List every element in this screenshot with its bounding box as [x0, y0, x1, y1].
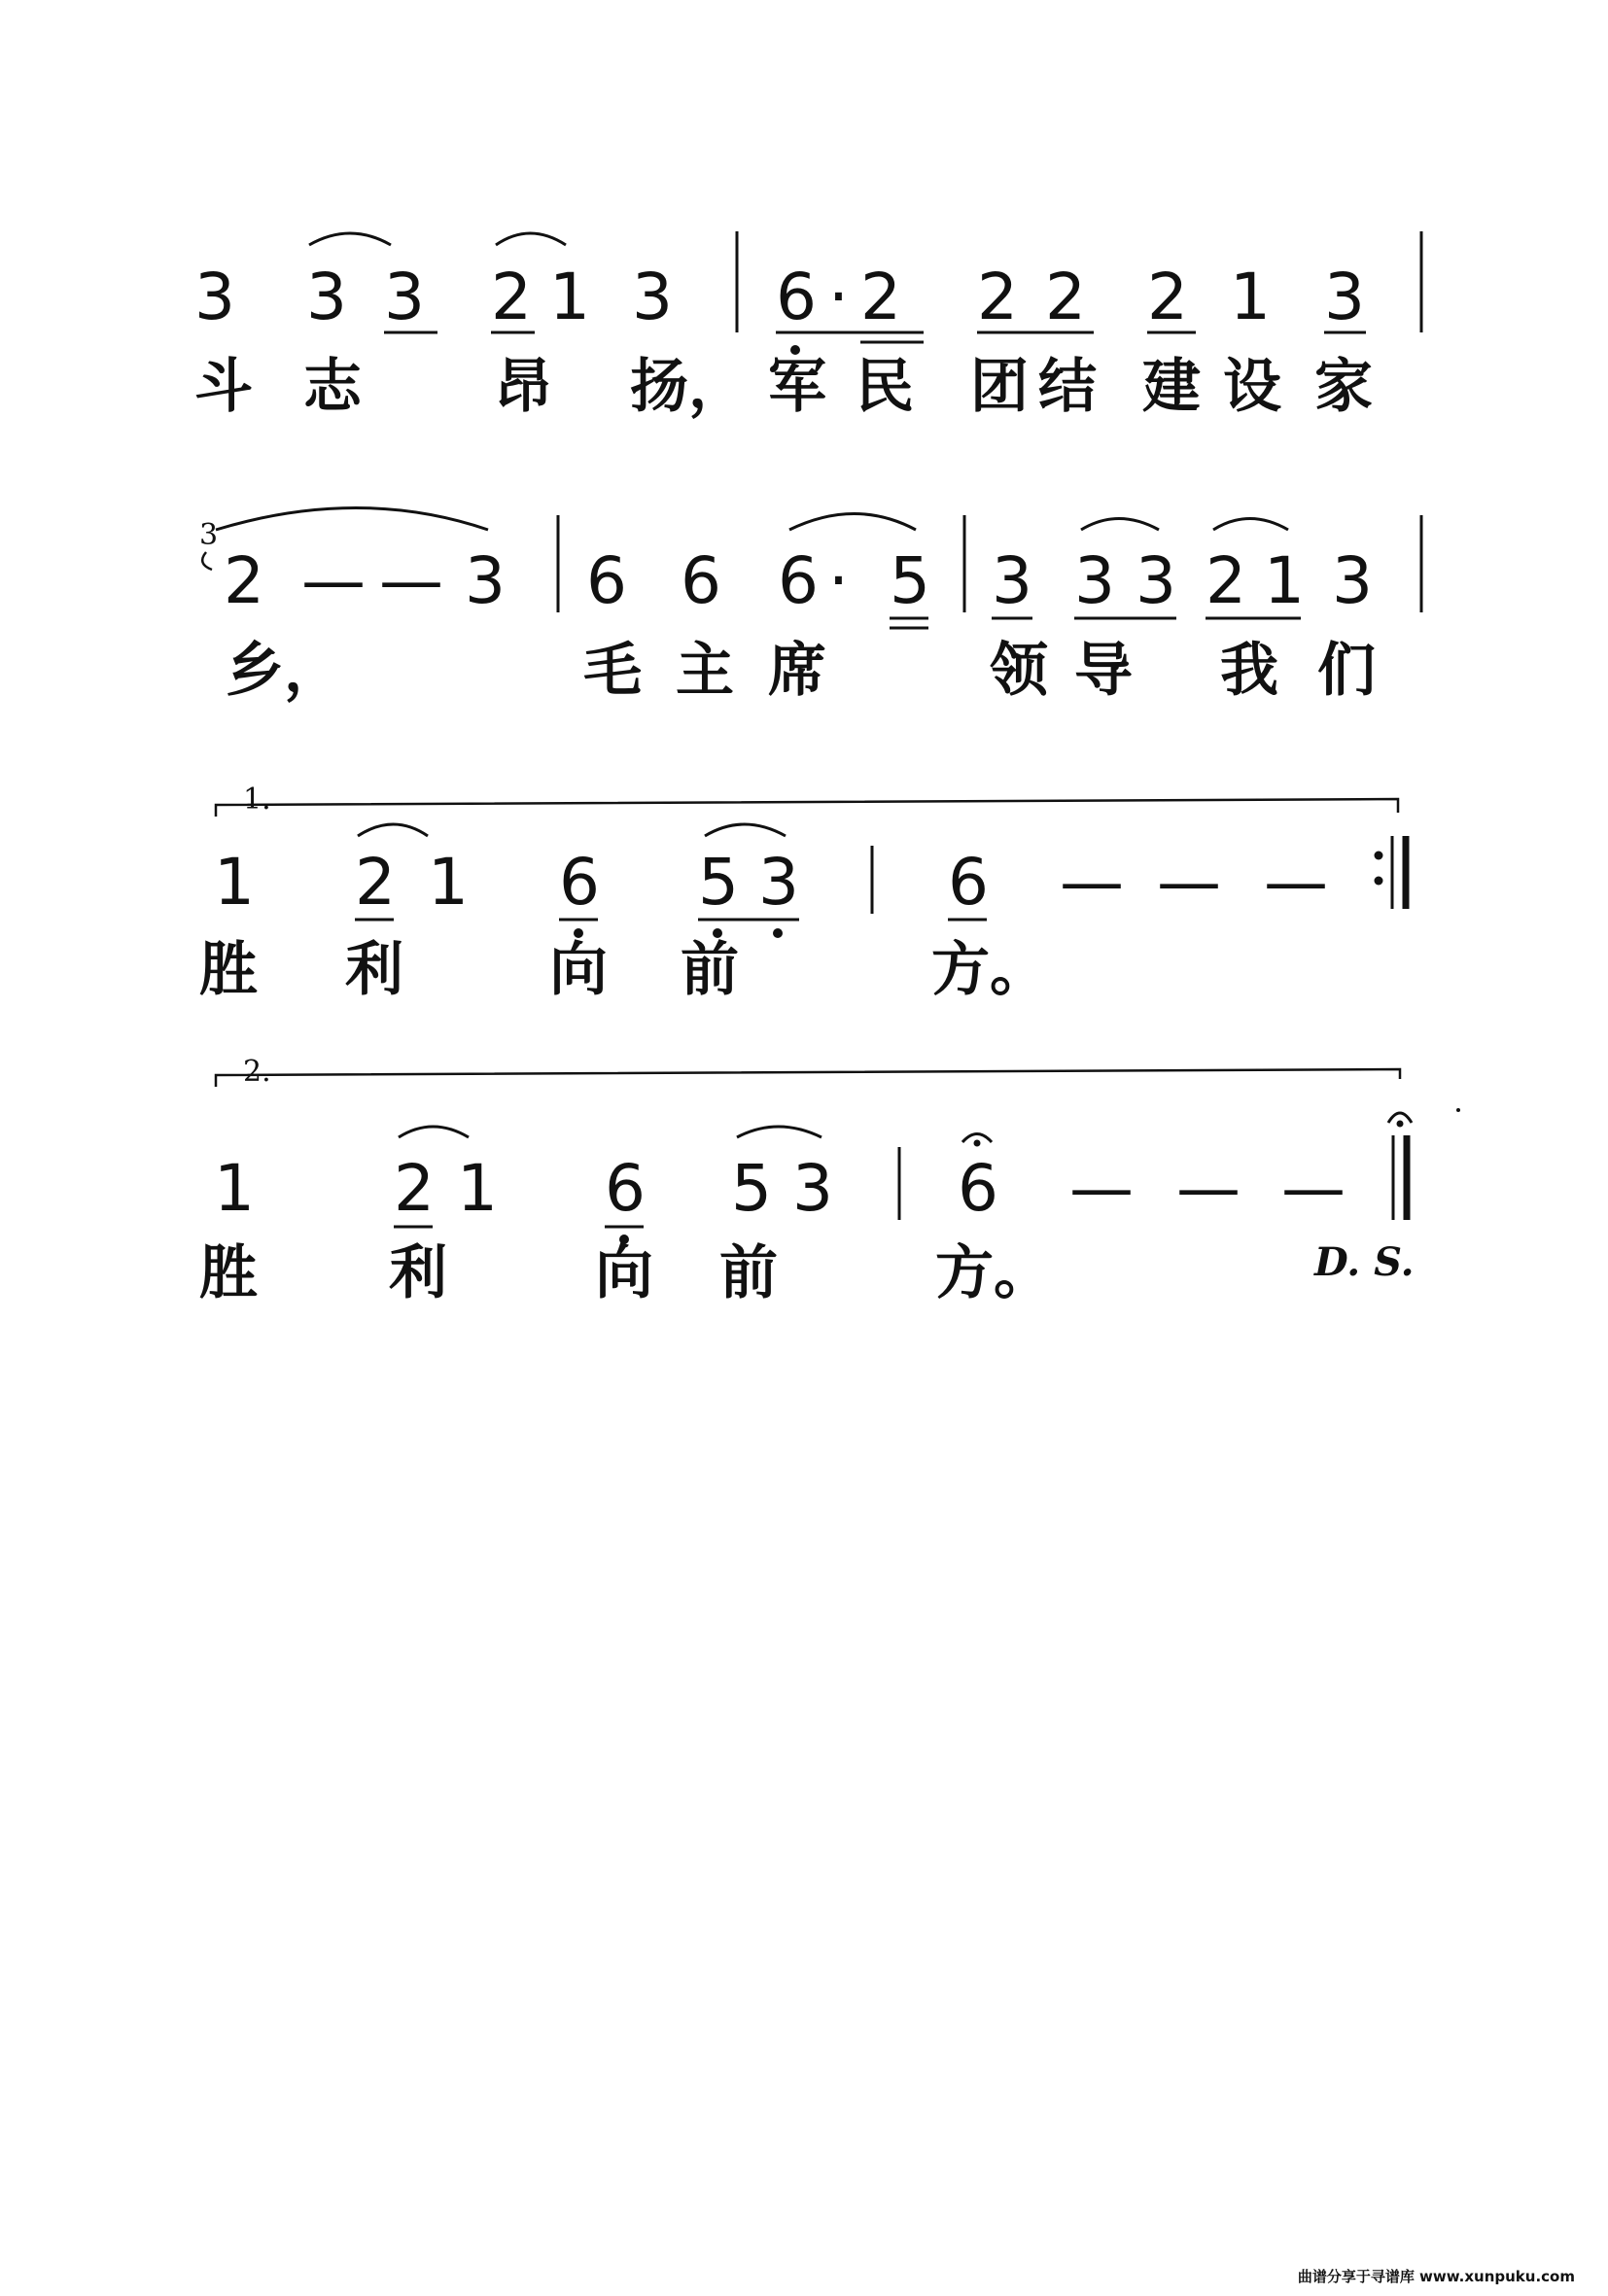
dot-duration: ·	[828, 543, 849, 618]
slur	[216, 508, 488, 531]
note: 1	[1264, 543, 1305, 618]
lyric: 昂	[494, 353, 552, 421]
dash: —	[1060, 845, 1124, 920]
ds-mark: D. S.	[1314, 1239, 1415, 1285]
dot-duration: ·	[828, 260, 849, 334]
note: 3	[1074, 543, 1115, 618]
note: 3	[792, 1151, 833, 1226]
slur	[1213, 519, 1288, 531]
dash: —	[379, 543, 443, 618]
note: 2	[355, 845, 396, 920]
system-4	[199, 1055, 1460, 1307]
slur	[789, 514, 916, 531]
lyric: 利	[389, 1239, 447, 1307]
dash: —	[1157, 845, 1221, 920]
note: 2	[1045, 260, 1086, 334]
lyric: 我	[1220, 637, 1278, 705]
lyric: 方。	[935, 1239, 1052, 1307]
note: 6	[559, 845, 600, 920]
lyric: 建	[1142, 353, 1201, 421]
note: 3	[384, 260, 425, 334]
note: 3	[1324, 260, 1365, 334]
note: 1	[1230, 260, 1271, 334]
note: 1	[428, 845, 469, 920]
note: 3	[992, 543, 1032, 618]
fermata-dot	[1397, 1121, 1404, 1128]
lyric: 斗	[194, 353, 253, 421]
lyric: 导	[1074, 637, 1133, 705]
note: 6	[586, 543, 627, 618]
footer-credit: 曲谱分享于寻谱库 www.xunpuku.com	[1297, 2268, 1575, 2285]
note: 2	[977, 260, 1018, 334]
volta-label: 2.	[243, 1055, 271, 1089]
lyric: 胜	[199, 936, 258, 1004]
dash: —	[1281, 1151, 1346, 1226]
lyric: 向	[549, 936, 608, 1004]
lyric: 志	[303, 353, 362, 421]
note: 2	[224, 543, 264, 618]
slur	[737, 1127, 821, 1137]
note: 6	[948, 845, 989, 920]
note: 3	[1332, 543, 1373, 618]
note: 3	[465, 543, 506, 618]
lyric: 民	[856, 353, 914, 421]
lyric: 胜	[199, 1239, 258, 1307]
slur	[1081, 519, 1159, 531]
note: 3	[306, 260, 347, 334]
note: 3	[1136, 543, 1176, 618]
note: 5	[731, 1151, 772, 1226]
note: 1	[214, 1151, 255, 1226]
lyric: 领	[990, 637, 1048, 705]
volta-bracket	[216, 1069, 1400, 1087]
dash: —	[1069, 1151, 1134, 1226]
lyric: 扬，	[630, 353, 747, 421]
note: 6	[958, 1151, 998, 1226]
note: 1	[214, 845, 255, 920]
repeat-dot	[1375, 877, 1383, 886]
note: 2	[491, 260, 532, 334]
note: 3	[758, 845, 799, 920]
system-1	[194, 231, 1421, 421]
dash: —	[1264, 845, 1328, 920]
low-octave-dot	[773, 928, 783, 938]
lyric: 方。	[931, 936, 1048, 1004]
note: 6	[605, 1151, 646, 1226]
lyric: 席	[768, 637, 826, 705]
note: 5	[698, 845, 739, 920]
note: 6	[681, 543, 721, 618]
note: 2	[860, 260, 901, 334]
dash: —	[1176, 1151, 1241, 1226]
system-2	[199, 508, 1421, 706]
note: 6	[776, 260, 817, 334]
volta-bracket	[216, 799, 1398, 817]
volta-label: 1.	[243, 783, 271, 817]
slur	[496, 233, 566, 245]
lyric: 前	[681, 936, 739, 1004]
fermata-dot	[974, 1140, 981, 1147]
note: 2	[1206, 543, 1246, 618]
lyric: 结	[1038, 353, 1097, 421]
slur	[309, 233, 391, 245]
speck	[1456, 1108, 1460, 1112]
slur	[399, 1127, 469, 1137]
note: 3	[632, 260, 673, 334]
lyric: 设	[1223, 353, 1281, 421]
lyric: 乡，	[226, 637, 342, 705]
system-3	[199, 783, 1406, 1004]
grace-note: 3	[199, 518, 219, 552]
slur	[705, 824, 786, 836]
note: 3	[194, 260, 235, 334]
note: 1	[457, 1151, 498, 1226]
lyric: 毛	[583, 637, 642, 705]
lyric: 军	[768, 353, 826, 421]
grace-slur	[202, 552, 212, 570]
note: 6	[778, 543, 819, 618]
lyric: 前	[719, 1239, 778, 1307]
note: 2	[394, 1151, 435, 1226]
lyric: 家	[1314, 353, 1373, 421]
slur	[358, 824, 428, 836]
lyric: 主	[676, 637, 734, 705]
lyric: 们	[1317, 637, 1376, 705]
note: 5	[890, 543, 930, 618]
dash: —	[301, 543, 366, 618]
lyric: 利	[345, 936, 403, 1004]
note: 2	[1147, 260, 1188, 334]
lyric: 团	[970, 353, 1029, 421]
note: 1	[549, 260, 590, 334]
repeat-dot	[1375, 852, 1383, 860]
lyric: 向	[595, 1239, 653, 1307]
